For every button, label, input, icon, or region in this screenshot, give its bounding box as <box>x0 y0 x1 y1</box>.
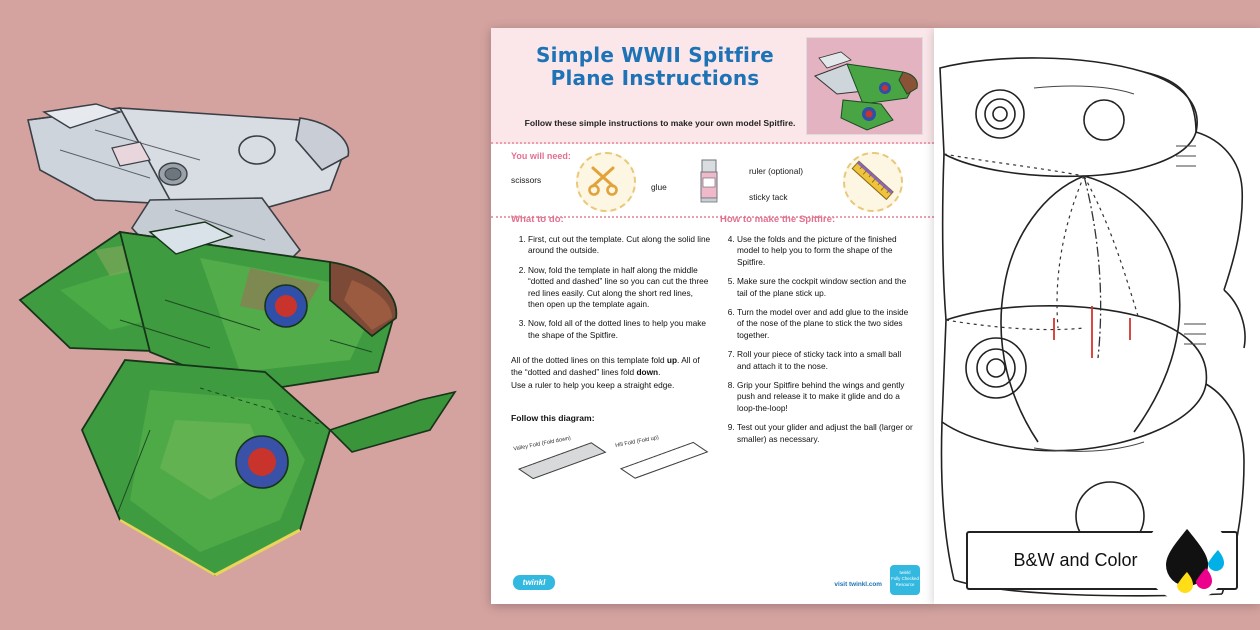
diagram-heading: Follow this diagram: <box>511 413 595 424</box>
materials-heading: You will need: <box>511 151 571 161</box>
list-item: 1. First, cut out the template. Cut along the solid line around the outside. <box>528 234 711 257</box>
how-to-make-heading: How to make the Spitfire: <box>720 214 836 225</box>
fold-label-valley: Valley Fold (Fold down) <box>512 435 572 453</box>
bw-and-color-label: B&W and Color <box>1013 550 1138 570</box>
materials-section <box>491 144 934 218</box>
material-label-sticky-tack: sticky tack <box>749 192 788 202</box>
how-to-make-column <box>720 214 915 453</box>
visit-link[interactable]: visit twinkl.com <box>834 581 882 588</box>
badge-line-3: Resource <box>895 582 915 587</box>
sheet-header <box>491 28 934 144</box>
ruler-note: Use a ruler to help you keep a straight edge. <box>511 380 675 391</box>
list-item: 6. Turn the model over and add glue to the inside of the nose of the plane to stick the two sides together. <box>737 307 915 341</box>
list-item: 9. Test out your glider and adjust the ball (larger or smaller) as necessary. <box>737 422 915 445</box>
page-title-line-2: Plane Instructions <box>550 66 760 90</box>
list-item: 2. Now, fold the template in half along the middle “dotted and dashed” line so you can cut the three red lines easily. Cut along the short red lines, then open up the template again. <box>528 265 711 311</box>
list-item: 7. Roll your piece of sticky tack into a small ball and attach it to the nose. <box>737 349 915 372</box>
glue-stick-icon <box>696 158 722 204</box>
fold-diagram <box>511 431 711 491</box>
fold-note-c: . All of the “dotted and dashed” lines fold <box>511 355 700 377</box>
list-item: 3. Now, fold all of the dotted lines to help you make the shape of the Spitfire. <box>528 318 711 341</box>
fold-note <box>511 355 711 391</box>
material-label-ruler: ruler (optional) <box>749 166 803 176</box>
twinkl-checked-badge <box>890 565 920 595</box>
scissors-icon <box>587 162 623 198</box>
list-item: 8. Grip your Spitfire behind the wings and gently push and release it to make it glide and do a loop-the-loop! <box>737 380 915 414</box>
badge-line-2: Fully Checked <box>891 576 919 581</box>
instructions-columns <box>491 214 934 554</box>
roundel <box>236 436 288 488</box>
fold-note-e: . <box>658 366 661 377</box>
page-title-line-1: Simple WWII Spitfire <box>536 43 774 67</box>
page-subtitle: Follow these simple instructions to make your own model Spitfire. <box>524 118 796 128</box>
finished-model-photo <box>806 37 923 135</box>
ruler-icon <box>847 156 897 206</box>
material-label-scissors: scissors <box>511 175 542 185</box>
instruction-sheet <box>491 28 934 604</box>
cmyk-ink-drop-icon <box>1144 515 1230 601</box>
what-to-do-list <box>511 234 711 341</box>
fold-note-a: All of the dotted lines on this template fold <box>511 355 667 366</box>
roundel <box>265 285 307 327</box>
list-item: 5. Make sure the cockpit window section and the tail of the plane stick up. <box>737 276 915 299</box>
material-label-glue: glue <box>651 182 667 192</box>
list-item: 4. Use the folds and the picture of the finished model to help you to form the shape of the Spitfire. <box>737 234 915 268</box>
page-title <box>505 44 805 90</box>
badge-line-1: twinkl <box>899 570 911 575</box>
twinkl-logo: twinkl <box>513 575 555 590</box>
what-to-do-heading: What to do: <box>511 214 564 225</box>
what-to-do-column <box>511 214 711 491</box>
fold-note-up: up <box>666 355 678 366</box>
fold-note-down: down <box>636 366 659 377</box>
how-to-make-list <box>720 234 915 445</box>
sheet-footer <box>491 556 934 604</box>
folded-paper-spitfire-photo <box>0 0 470 630</box>
fold-label-hill: Hill Fold (Fold up) <box>614 435 660 450</box>
